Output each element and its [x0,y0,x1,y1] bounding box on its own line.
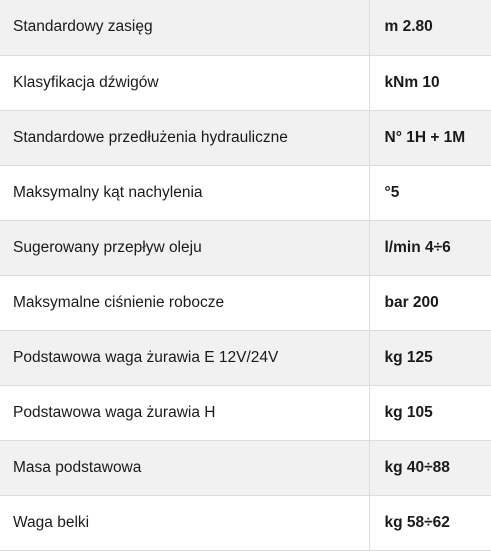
spec-label: Standardowe przedłużenia hydrauliczne [0,110,369,165]
table-row [0,55,491,110]
table-row [0,495,491,550]
spec-value: m 2.80 [369,0,491,55]
spec-value: kg 58÷62 [369,495,491,550]
spec-label: Waga belki [0,495,369,550]
spec-label: Standardowy zasięg [0,0,369,55]
spec-value: kg 105 [369,385,491,440]
table-row [0,275,491,330]
spec-value: °5 [369,165,491,220]
spec-label: Podstawowa waga żurawia H [0,385,369,440]
spec-label: Podstawowa waga żurawia E 12V/24V [0,330,369,385]
spec-value: kg 40÷88 [369,440,491,495]
table-row [0,385,491,440]
spec-value: kNm 10 [369,55,491,110]
spec-label: Klasyfikacja dźwigów [0,55,369,110]
table-row [0,165,491,220]
spec-value: kg 125 [369,330,491,385]
table-row [0,440,491,495]
table-row [0,220,491,275]
spec-label: Masa podstawowa [0,440,369,495]
table-row [0,0,491,55]
spec-label: Maksymalny kąt nachylenia [0,165,369,220]
table-row [0,330,491,385]
spec-value: N° 1H + 1M [369,110,491,165]
table-row [0,110,491,165]
spec-label: Maksymalne ciśnienie robocze [0,275,369,330]
spec-value: l/min 4÷6 [369,220,491,275]
spec-label: Sugerowany przepływ oleju [0,220,369,275]
spec-value: bar 200 [369,275,491,330]
